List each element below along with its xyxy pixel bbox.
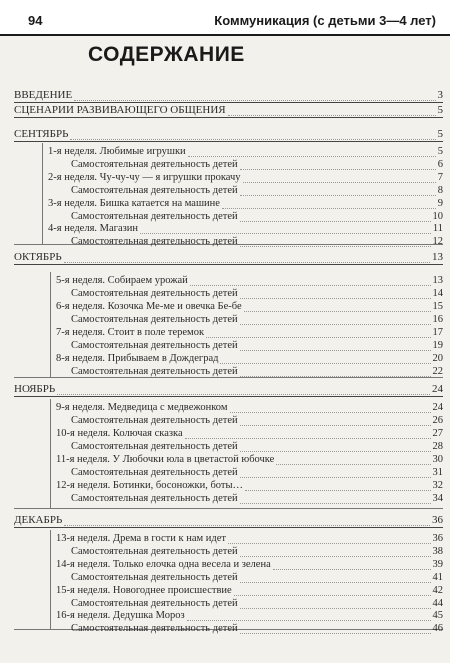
toc-label: 13-я неделя. Дрема в гости к нам идет [56, 533, 226, 544]
toc-label: 5-я неделя. Собираем урожай [56, 275, 188, 286]
toc-label: СЕНТЯБРЬ [14, 128, 69, 140]
running-title: Коммуникация (с детьми 3—4 лет) [214, 13, 436, 28]
toc-label: Самостоятельная деятельность детей [71, 236, 238, 247]
toc-label: 11-я неделя. У Любочки юла в цветастой юбочке [56, 454, 275, 465]
toc-page-number: 42 [432, 585, 443, 596]
toc-page-number: 45 [432, 610, 443, 621]
toc-page-number: 39 [432, 559, 443, 570]
toc-page-number: 30 [432, 454, 443, 465]
leader-dots [222, 208, 436, 209]
toc-entry [56, 326, 443, 340]
toc-page-number: 44 [432, 598, 443, 609]
toc-page-number: 28 [432, 441, 443, 452]
toc-entry [56, 532, 443, 546]
toc-entry [56, 453, 443, 467]
toc-label: 3-я неделя. Бишка катается на машине [48, 198, 220, 209]
toc-entry [56, 274, 443, 288]
toc-label: Самостоятельная деятельность детей [71, 572, 238, 583]
frame-line [50, 272, 51, 377]
toc-page-number: 5 [437, 146, 443, 157]
leader-dots [240, 425, 431, 426]
frame-line [50, 399, 51, 508]
toc-subentry [71, 365, 443, 379]
leader-dots [234, 595, 431, 596]
toc-subentry [71, 622, 443, 636]
leader-dots [228, 115, 436, 116]
toc-label: 14-я неделя. Только елочка одна весела и зелена [56, 559, 271, 570]
toc-entry [56, 558, 443, 572]
toc-subentry [71, 492, 443, 506]
toc-label: СЦЕНАРИИ РАЗВИВАЮЩЕГО ОБЩЕНИЯ [14, 104, 226, 116]
toc-section [14, 383, 443, 397]
page-title: СОДЕРЖАНИЕ [88, 43, 245, 66]
section-rule [14, 117, 443, 118]
toc-entry [56, 584, 443, 598]
section-rule [14, 102, 443, 103]
leader-dots [206, 337, 430, 338]
toc-subentry [71, 158, 443, 172]
leader-dots [245, 490, 430, 491]
toc-page-number: 8 [437, 185, 443, 196]
toc-label: Самостоятельная деятельность детей [71, 366, 238, 377]
toc-page-number: 34 [432, 493, 443, 504]
toc-entry [56, 609, 443, 623]
toc-label: Самостоятельная деятельность детей [71, 340, 238, 351]
toc-subentry [71, 184, 443, 198]
leader-dots [57, 394, 430, 395]
toc-page-number: 36 [432, 514, 443, 526]
toc-label: ДЕКАБРЬ [14, 514, 63, 526]
toc-subentry [71, 571, 443, 585]
leader-dots [220, 363, 430, 364]
toc-page-number: 32 [432, 480, 443, 491]
toc-page-number: 16 [432, 314, 443, 325]
toc-entry [48, 222, 443, 236]
toc-page-number: 14 [432, 288, 443, 299]
leader-dots [188, 156, 436, 157]
section-rule [14, 141, 443, 142]
leader-dots [240, 195, 436, 196]
toc-subentry [71, 339, 443, 353]
toc-label: Самостоятельная деятельность детей [71, 211, 238, 222]
toc-label: 8-я неделя. Прибываем в Дождеград [56, 353, 219, 364]
toc-label: Самостоятельная деятельность детей [71, 598, 238, 609]
section-rule [14, 396, 443, 397]
toc-page-number: 3 [437, 89, 443, 101]
toc-entry [48, 145, 443, 159]
toc-label: 16-я неделя. Дедушка Мороз [56, 610, 185, 621]
leader-dots [276, 464, 430, 465]
leader-dots [230, 412, 431, 413]
toc-page-number: 13 [432, 251, 443, 263]
toc-subentry [71, 287, 443, 301]
toc-page-number: 10 [432, 211, 443, 222]
toc-label: Самостоятельная деятельность детей [71, 623, 238, 634]
toc-label: 4-я неделя. Магазин [48, 223, 139, 234]
toc-label: 9-я неделя. Медведица с медвежонком [56, 402, 228, 413]
frame-line [42, 143, 43, 244]
toc-page-number: 24 [432, 402, 443, 413]
leader-dots [64, 525, 430, 526]
leader-dots [240, 246, 431, 247]
leader-dots [74, 100, 435, 101]
toc-label: 1-я неделя. Любимые игрушки [48, 146, 186, 157]
toc-entry [56, 479, 443, 493]
leader-dots [240, 582, 431, 583]
toc-page-number: 7 [437, 172, 443, 183]
toc-page-number: 17 [432, 327, 443, 338]
toc-page-number: 5 [437, 128, 443, 140]
toc-label: Самостоятельная деятельность детей [71, 493, 238, 504]
toc-page-number: 27 [432, 428, 443, 439]
leader-dots [64, 262, 430, 263]
toc-entry [56, 401, 443, 415]
toc-subentry [71, 414, 443, 428]
toc-page-number: 41 [432, 572, 443, 583]
toc-page-number: 12 [432, 236, 443, 247]
leader-dots [240, 451, 431, 452]
toc-label: Самостоятельная деятельность детей [71, 441, 238, 452]
section-rule [14, 264, 443, 265]
toc-label: Самостоятельная деятельность детей [71, 415, 238, 426]
toc-label: Самостоятельная деятельность детей [71, 288, 238, 299]
toc-label: ОКТЯБРЬ [14, 251, 62, 263]
toc-label: ВВЕДЕНИЕ [14, 89, 73, 101]
leader-dots [243, 182, 436, 183]
section-rule [14, 527, 443, 528]
leader-dots [273, 569, 431, 570]
toc-entry [56, 427, 443, 441]
toc-entry [48, 197, 443, 211]
toc-label: Самостоятельная деятельность детей [71, 185, 238, 196]
toc-page-number: 20 [432, 353, 443, 364]
toc-page-number: 22 [432, 366, 443, 377]
leader-dots [240, 477, 431, 478]
toc-label: Самостоятельная деятельность детей [71, 467, 238, 478]
toc-section [14, 514, 443, 528]
toc-label: 7-я неделя. Стоит в поле теремок [56, 327, 205, 338]
leader-dots [185, 438, 431, 439]
toc-entry [56, 352, 443, 366]
toc-page-number: 31 [432, 467, 443, 478]
leader-dots [240, 324, 431, 325]
toc-section [14, 128, 443, 142]
toc-intro [14, 89, 443, 103]
leader-dots [244, 311, 431, 312]
toc-page-number: 24 [432, 383, 443, 395]
leader-dots [70, 139, 435, 140]
leader-dots [240, 169, 436, 170]
toc-label: НОЯБРЬ [14, 383, 56, 395]
toc-page-number: 26 [432, 415, 443, 426]
toc-label: 6-я неделя. Козочка Ме-ме и овечка Бе-бе [56, 301, 242, 312]
page-number: 94 [28, 13, 43, 28]
toc-subentry [71, 313, 443, 327]
toc-subentry [71, 466, 443, 480]
toc-page-number: 15 [432, 301, 443, 312]
toc-page-number: 38 [432, 546, 443, 557]
toc-section [14, 251, 443, 265]
toc-subentry [71, 440, 443, 454]
leader-dots [190, 285, 431, 286]
toc-label: 15-я неделя. Новогоднее происшествие [56, 585, 232, 596]
leader-dots [240, 298, 431, 299]
toc-subentry [71, 545, 443, 559]
toc-subentry [71, 235, 443, 249]
toc-entry [56, 300, 443, 314]
leader-dots [240, 503, 431, 504]
toc-label: 2-я неделя. Чу-чу-чу — я игрушки прокачу [48, 172, 241, 183]
leader-dots [240, 556, 431, 557]
toc-label: Самостоятельная деятельность детей [71, 314, 238, 325]
leader-dots [240, 633, 431, 634]
leader-dots [240, 376, 431, 377]
leader-dots [140, 233, 431, 234]
toc-scenarios [14, 104, 443, 118]
toc-page-number: 19 [432, 340, 443, 351]
toc-page-number: 36 [432, 533, 443, 544]
toc-page-number: 46 [432, 623, 443, 634]
toc-page-number: 11 [432, 223, 443, 234]
toc-page-number: 13 [432, 275, 443, 286]
toc-label: 10-я неделя. Колючая сказка [56, 428, 183, 439]
leader-dots [240, 350, 431, 351]
toc-page-number: 9 [437, 198, 443, 209]
toc-label: Самостоятельная деятельность детей [71, 546, 238, 557]
toc-page-number: 6 [437, 159, 443, 170]
leader-dots [228, 543, 431, 544]
block-bottom-rule [14, 508, 443, 509]
frame-line [50, 530, 51, 629]
leader-dots [187, 620, 431, 621]
toc-page-number: 5 [437, 104, 443, 116]
toc-label: 12-я неделя. Ботинки, босоножки, боты… [56, 480, 244, 491]
toc-label: Самостоятельная деятельность детей [71, 159, 238, 170]
toc-entry [48, 171, 443, 185]
